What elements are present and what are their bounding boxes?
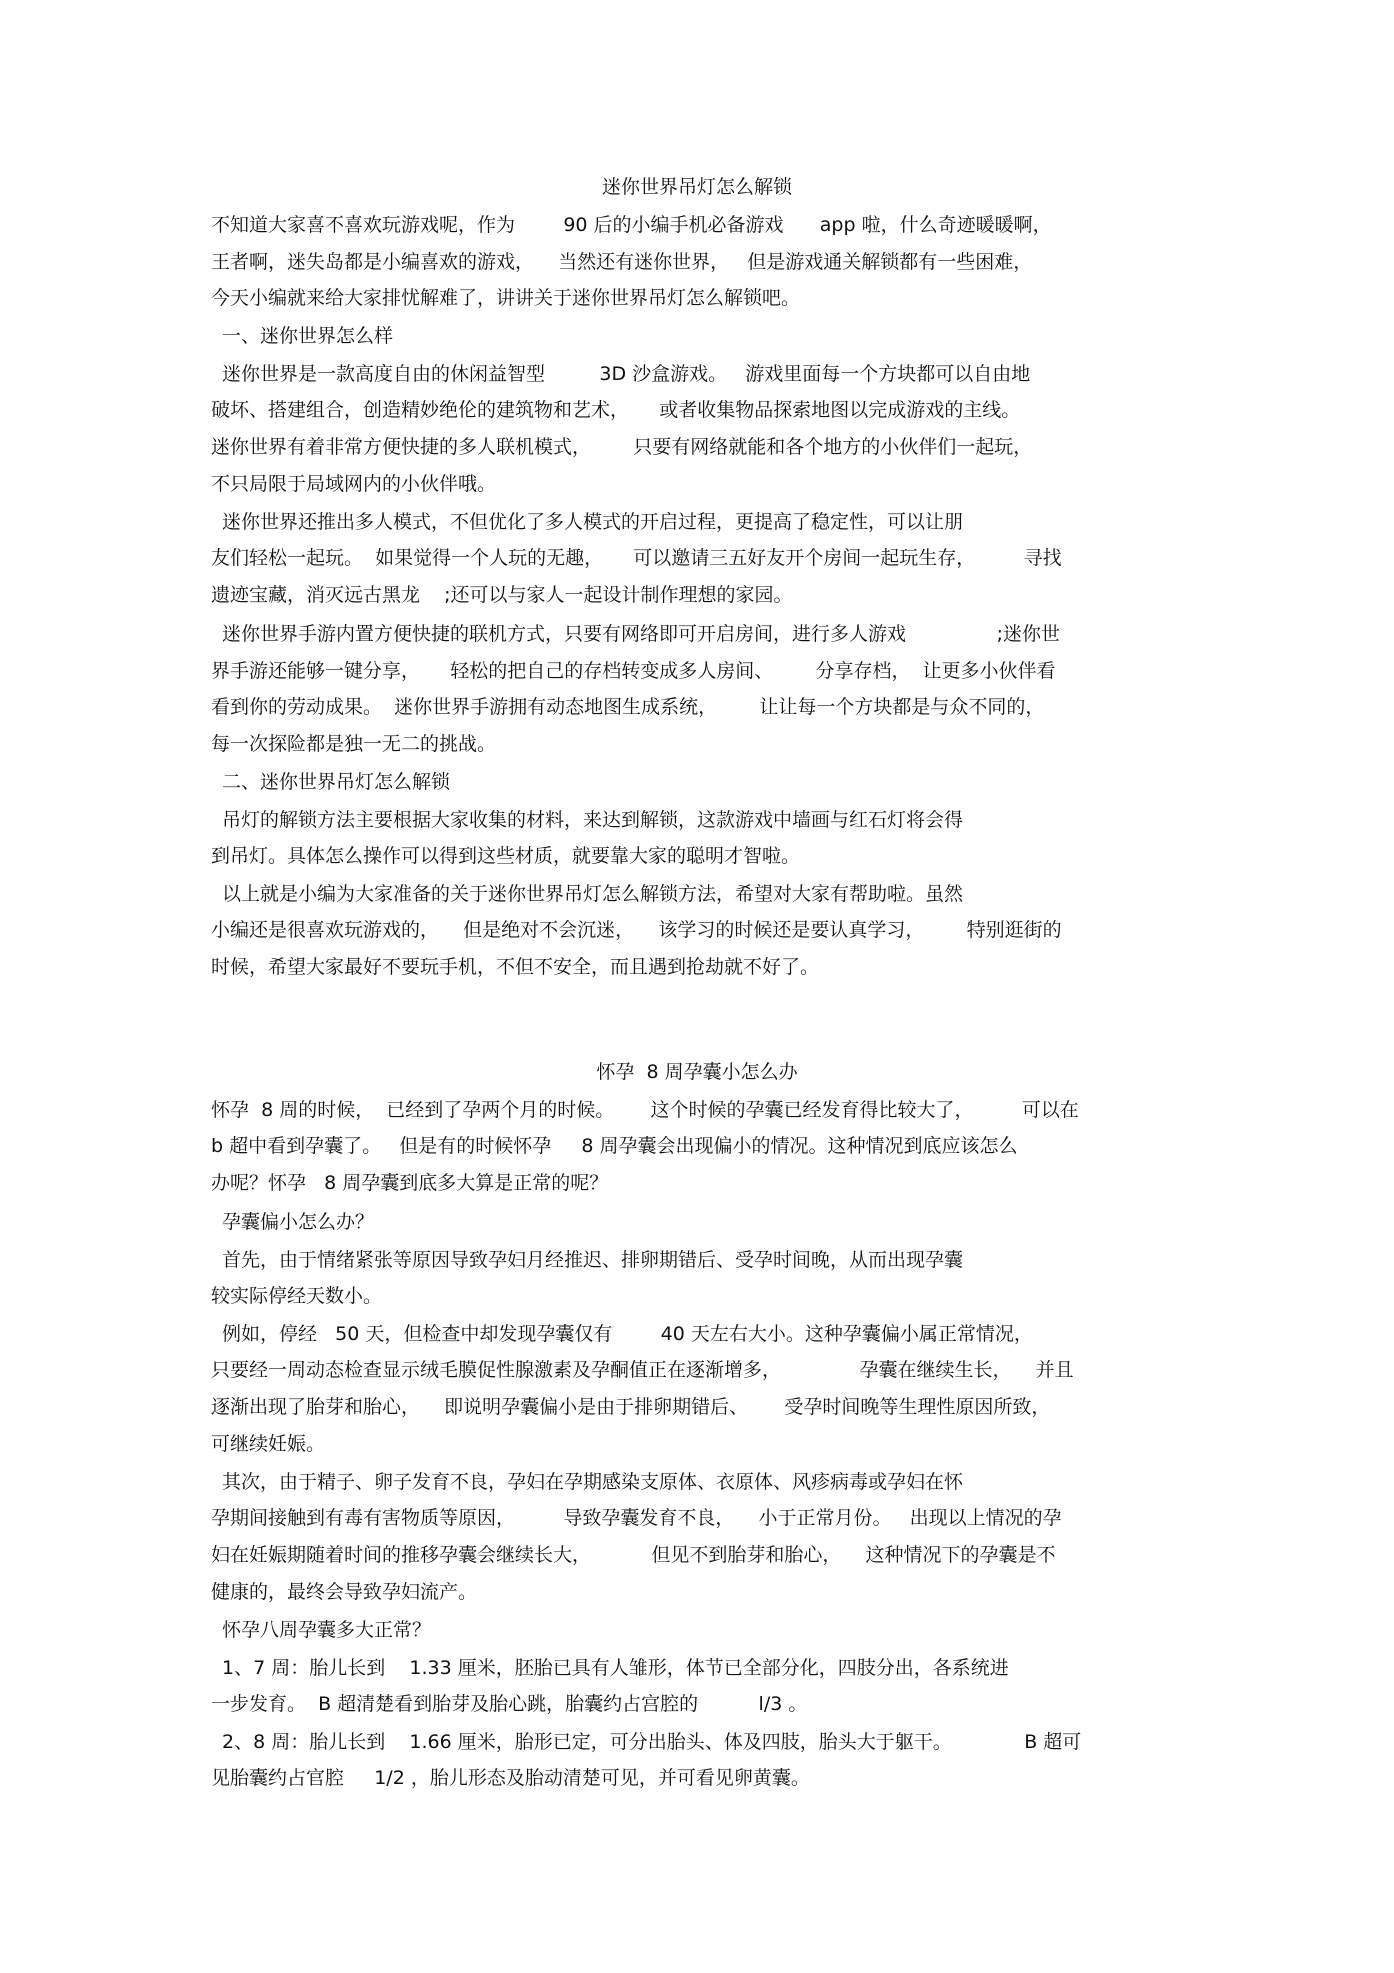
article1-heading-2: 二、迷你世界吊灯怎么解锁 <box>222 771 451 793</box>
article1-line: 不知道大家喜不喜欢玩游戏呢，作为 90 后的小编手机必备游戏 app 啦，什么奇迹暖暖啊， <box>211 214 1052 236</box>
article1-line: 遗迹宝藏，消灭远古黑龙 ;还可以与家人一起设计制作理想的家园。 <box>211 584 793 606</box>
article2-line: b 超中看到孕囊了。 但是有的时候怀孕 8 周孕囊会出现偏小的情况。这种情况到底应该怎么 <box>211 1135 1018 1157</box>
article1-line: 迷你世界还推出多人模式，不但优化了多人模式的开启过程，更提高了稳定性，可以让朋 <box>222 511 964 533</box>
article1-line: 以上就是小编为大家准备的关于迷你世界吊灯怎么解锁方法，希望对大家有帮助啦。虽然 <box>222 883 964 905</box>
article1-line: 不只局限于局域网内的小伙伴哦。 <box>211 473 497 495</box>
article2-line: 见胎囊约占官腔 1/2 ，胎儿形态及胎动清楚可见，并可看见卵黄囊。 <box>211 1767 810 1789</box>
article2-line: 其次，由于精子、卵子发育不良，孕妇在孕期感染支原体、衣原体、风疹病毒或孕妇在怀 <box>222 1471 964 1493</box>
article1-line: 迷你世界是一款高度自由的休闲益智型 3D 沙盒游戏。 游戏里面每一个方块都可以自由地 <box>222 363 1031 385</box>
article2-line: 只要经一周动态检查显示绒毛膜促性腺激素及孕酮值正在逐渐增多， 孕囊在继续生长， 并且 <box>211 1359 1074 1381</box>
article2-line: 1、7 周：胎儿长到 1.33 厘米，胚胎已具有人雏形，体节已全部分化，四肢分出，各系统进 <box>222 1657 1009 1679</box>
article1-line: 今天小编就来给大家排忧解难了，讲讲关于迷你世界吊灯怎么解锁吧。 <box>211 287 801 309</box>
article2-line: 怀孕 8 周的时候， 已经到了孕两个月的时候。 这个时候的孕囊已经发育得比较大了， 可以在 <box>211 1099 1079 1121</box>
article2-line: 健康的，最终会导致孕妇流产。 <box>211 1581 478 1603</box>
article2-line: 办呢？怀孕 8 周孕囊到底多大算是正常的呢？ <box>211 1172 609 1194</box>
article2-line: 较实际停经天数小。 <box>211 1285 383 1307</box>
article1-line: 每一次探险都是独一无二的挑战。 <box>211 733 497 755</box>
article1-line: 迷你世界有着非常方便快捷的多人联机模式， 只要有网络就能和各个地方的小伙伴们一起玩， <box>211 436 1033 458</box>
article1-title: 迷你世界吊灯怎么解锁 <box>601 176 792 198</box>
article1-line: 小编还是很喜欢玩游戏的， 但是绝对不会沉迷， 该学习的时候还是要认真学习， 特别逛街的 <box>211 919 1062 941</box>
article1-line: 时候，希望大家最好不要玩手机，不但不安全，而且遇到抢劫就不好了。 <box>211 956 820 978</box>
article2-title: 怀孕 8 周孕囊小怎么办 <box>596 1061 798 1083</box>
article1-line: 迷你世界手游内置方便快捷的联机方式，只要有网络即可开启房间，进行多人游戏 ;迷你世 <box>222 623 1060 645</box>
article2-line: 逐渐出现了胎芽和胎心， 即说明孕囊偏小是由于排卵期错后、 受孕时间晚等生理性原因所致， <box>211 1396 1051 1418</box>
article2-line: 一步发育。 B 超清楚看到胎芽及胎心跳，胎囊约占宫腔的 l/3 。 <box>211 1693 808 1715</box>
article2-line: 例如，停经 50 天，但检查中却发现孕囊仅有 40 天左右大小。这种孕囊偏小属正常情况， <box>222 1323 1033 1345</box>
article2-heading-1: 孕囊偏小怎么办？ <box>222 1211 375 1233</box>
article1-line: 友们轻松一起玩。 如果觉得一个人玩的无趣， 可以邀请三五好友开个房间一起玩生存， 寻找 <box>211 547 1062 569</box>
article2-line: 孕期间接触到有毒有害物质等原因， 导致孕囊发育不良， 小于正常月份。 出现以上情况的孕 <box>211 1507 1062 1529</box>
article1-line: 看到你的劳动成果。 迷你世界手游拥有动态地图生成系统， 让让每一个方块都是与众不同的， <box>211 696 1045 718</box>
article2-heading-2: 怀孕八周孕囊多大正常？ <box>222 1619 432 1641</box>
article2-line: 2、8 周：胎儿长到 1.66 厘米，胎形已定，可分出胎头、体及四肢，胎头大于躯干。 B 超可 <box>222 1731 1082 1753</box>
article2-line: 首先，由于情绪紧张等原因导致孕妇月经推迟、排卵期错后、受孕时间晚，从而出现孕囊 <box>222 1249 964 1271</box>
article1-line: 吊灯的解锁方法主要根据大家收集的材料，来达到解锁，这款游戏中墙画与红石灯将会得 <box>222 809 964 831</box>
article1-line: 破坏、搭建组合，创造精妙绝伦的建筑物和艺术， 或者收集物品探索地图以完成游戏的主线。 <box>211 399 1021 421</box>
article1-heading-1: 一、迷你世界怎么样 <box>222 325 394 347</box>
article1-line: 到吊灯。具体怎么操作可以得到这些材质，就要靠大家的聪明才智啦。 <box>211 845 801 867</box>
article1-line: 王者啊，迷失岛都是小编喜欢的游戏， 当然还有迷你世界， 但是游戏通关解锁都有一些困难， <box>211 251 1033 273</box>
article1-line: 界手游还能够一键分享， 轻松的把自己的存档转变成多人房间、 分享存档， 让更多小伙伴看 <box>211 660 1056 682</box>
article2-line: 妇在妊娠期随着时间的推移孕囊会继续长大， 但见不到胎芽和胎心， 这种情况下的孕囊是不 <box>211 1544 1056 1566</box>
article2-line: 可继续妊娠。 <box>211 1433 326 1455</box>
